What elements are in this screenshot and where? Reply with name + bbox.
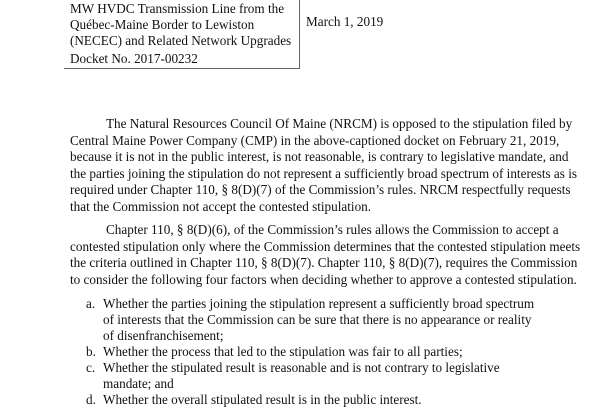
- paragraph-line: because it is not in the public interest, is not reasonable, is contrary to legislative mandate, and: [70, 149, 569, 164]
- factor-line: Whether the stipulated result is reasonable and is not contrary to legislative: [103, 360, 500, 375]
- caption-line: (NECEC) and Related Network Upgrades: [70, 33, 292, 48]
- factor-label: d.: [86, 392, 96, 407]
- paragraph-line: the parties joining the stipulation do not represent a sufficiently broad spectrum of interests as is: [70, 165, 577, 181]
- factor-line: Whether the overall stipulated result is in the public interest.: [103, 392, 422, 407]
- factor-line: of interests that the Commission can be sure that there is no appearance or reality: [103, 312, 532, 327]
- paragraph-line: required under Chapter 110, § 8(D)(7) of the Commission’s rules. NRCM respectfully requests: [70, 182, 571, 197]
- filing-date: March 1, 2019: [306, 14, 384, 29]
- factor-item-a: [86, 296, 534, 344]
- paragraph-line: that the Commission not accept the contested stipulation.: [70, 198, 372, 214]
- caption-line: Québec-Maine Border to Lewiston: [70, 17, 255, 32]
- factor-label: c.: [86, 360, 96, 375]
- factor-line: Whether the process that led to the stipulation was fair to all parties;: [103, 344, 463, 359]
- docket-number: Docket No. 2017-00232: [70, 51, 198, 66]
- factor-label: b.: [86, 344, 96, 359]
- paragraph-rules: [70, 222, 590, 288]
- factor-item-b: [86, 344, 463, 360]
- paragraph-line: Central Maine Power Company (CMP) in the above-captioned docket on February 21, 2019,: [70, 132, 560, 148]
- caption-line: MW HVDC Transmission Line from the: [70, 1, 285, 16]
- paragraph-line: to consider the following four factors when deciding whether to approve a contested stipulation.: [70, 271, 577, 287]
- factor-line: Whether the parties joining the stipulation represent a sufficiently broad spectrum: [103, 296, 535, 311]
- factor-item-c: [86, 360, 500, 392]
- factor-line: mandate; and: [103, 376, 174, 391]
- factor-label: a.: [86, 296, 96, 311]
- paragraph-line: contested stipulation only where the Commission determines that the contested stipulation meets: [70, 238, 581, 254]
- factor-item-d: [86, 392, 422, 408]
- paragraph-line: the criteria outlined in Chapter 110, § 8(D)(7). Chapter 110, § 8(D)(7), requires the Commission: [70, 255, 578, 270]
- paragraph-opposition: [70, 116, 590, 215]
- factor-line: of disenfranchisement;: [103, 328, 224, 343]
- paragraph-line: The Natural Resources Council Of Maine (NRCM) is opposed to the stipulation filed by: [106, 116, 573, 131]
- paragraph-line: Chapter 110, § 8(D)(6), of the Commission’s rules allows the Commission to accept a: [106, 222, 559, 237]
